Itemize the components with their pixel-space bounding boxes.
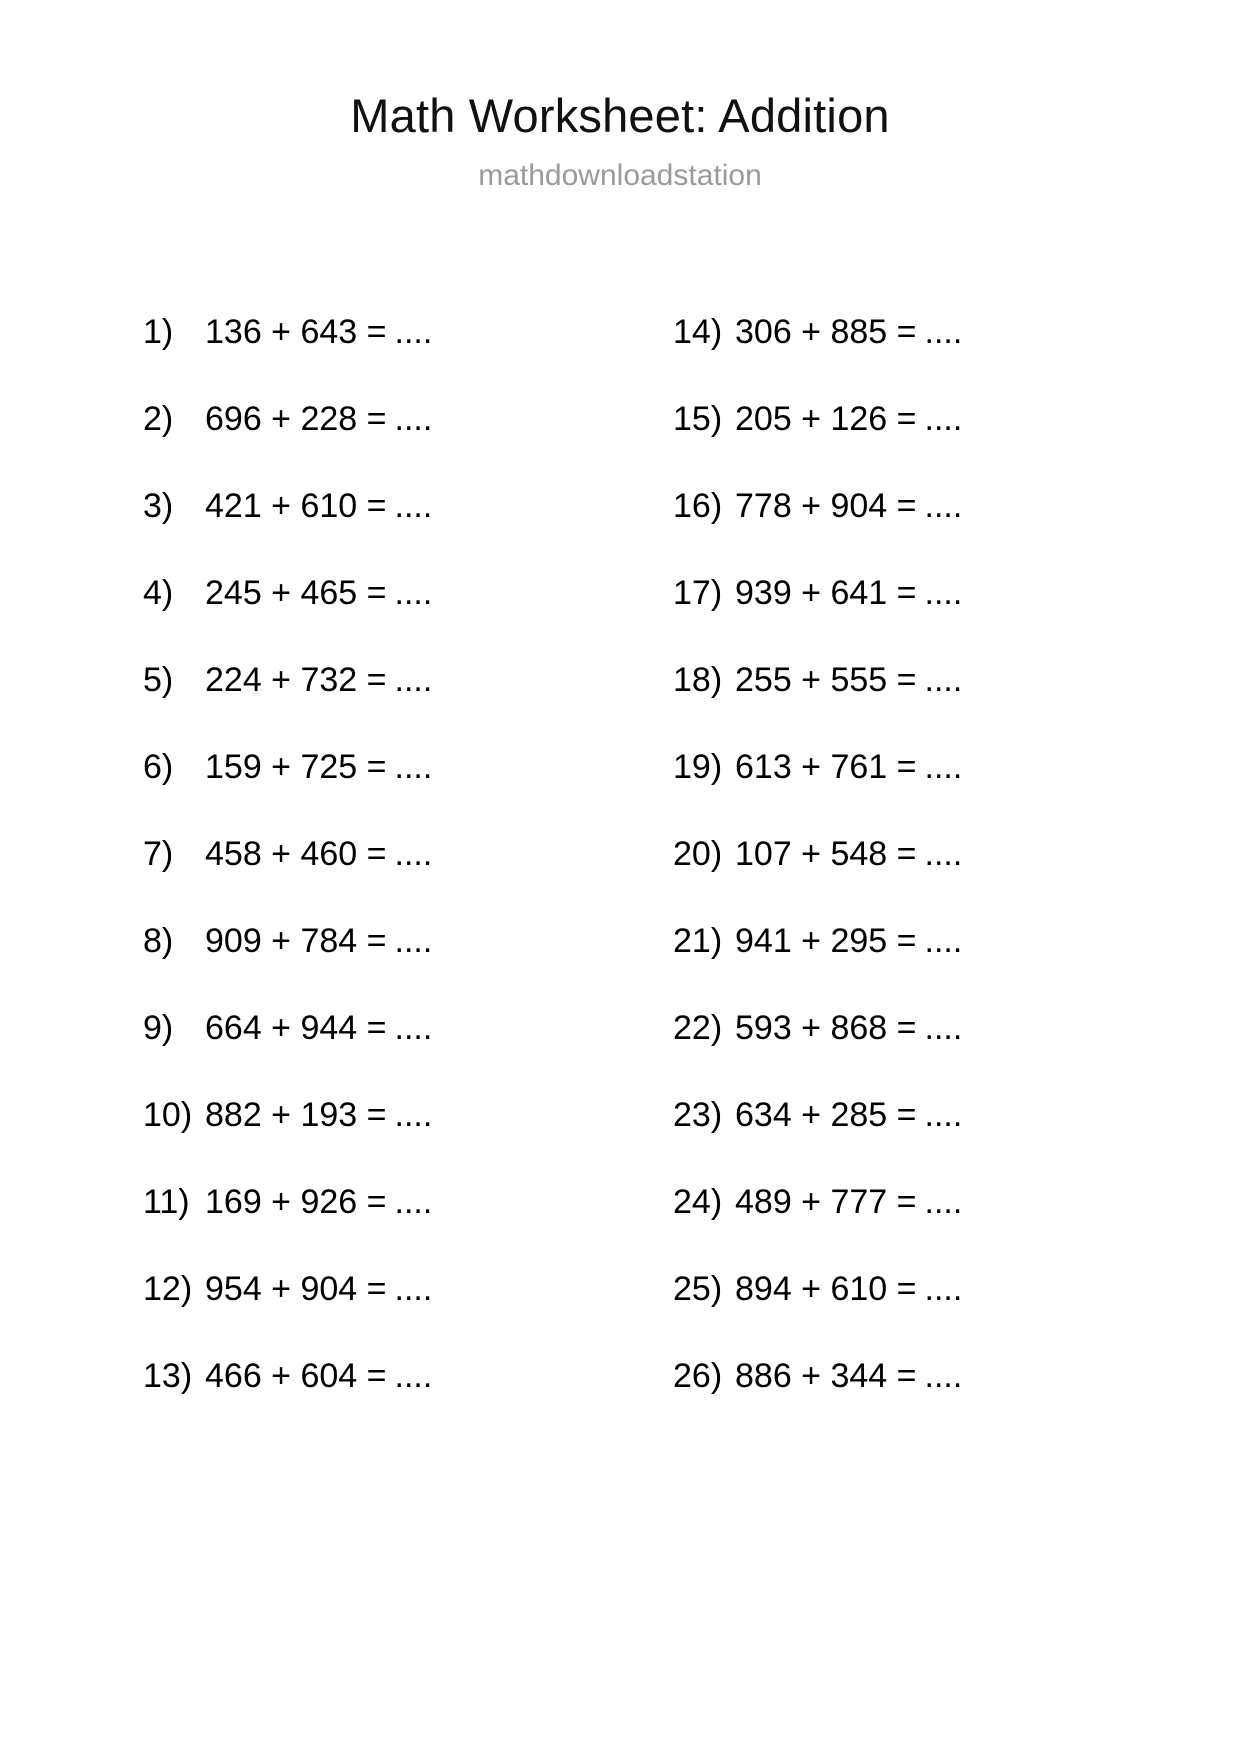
problem-number: 10): [143, 1096, 193, 1134]
problem-number: 15): [673, 400, 723, 438]
answer-blank[interactable]: ....: [924, 1009, 963, 1047]
problem-expression: 778 + 904 =: [735, 487, 917, 525]
problem-row: [655, 1159, 1115, 1246]
problem-expression: 941 + 295 =: [735, 922, 917, 960]
problem-row: [125, 1159, 625, 1246]
problem-number: 11): [143, 1183, 190, 1221]
problem-row: [125, 637, 625, 724]
page-title: Math Worksheet: Addition: [350, 89, 890, 142]
answer-blank[interactable]: ....: [924, 922, 963, 960]
problem-expression: 613 + 761 =: [735, 748, 917, 786]
problem-expression: 882 + 193 =: [205, 1096, 387, 1134]
answer-blank[interactable]: ....: [394, 661, 433, 699]
problem-number: 1): [143, 313, 174, 351]
problem-number: 24): [673, 1183, 723, 1221]
problem-expression: 466 + 604 =: [205, 1357, 387, 1395]
answer-blank[interactable]: ....: [924, 661, 963, 699]
problem-expression: 664 + 944 =: [205, 1009, 387, 1047]
problem-number: 21): [673, 922, 723, 960]
problem-number: 8): [143, 922, 174, 960]
problems-column-left: [125, 289, 625, 1420]
problem-expression: 136 + 643 =: [205, 313, 387, 351]
problem-row: [125, 1072, 625, 1159]
problem-row: [125, 463, 625, 550]
answer-blank[interactable]: ....: [924, 748, 963, 786]
problem-number: 4): [143, 574, 174, 612]
problem-number: 5): [143, 661, 174, 699]
problem-expression: 696 + 228 =: [205, 400, 387, 438]
problem-expression: 458 + 460 =: [205, 835, 387, 873]
answer-blank[interactable]: ....: [924, 574, 963, 612]
answer-blank[interactable]: ....: [924, 1096, 963, 1134]
problem-expression: 593 + 868 =: [735, 1009, 917, 1047]
problem-row: [655, 1246, 1115, 1333]
problem-row: [655, 376, 1115, 463]
problem-expression: 909 + 784 =: [205, 922, 387, 960]
problem-row: [125, 550, 625, 637]
problem-number: 19): [673, 748, 723, 786]
answer-blank[interactable]: ....: [924, 1183, 963, 1221]
problem-number: 2): [143, 400, 174, 438]
problem-row: [125, 898, 625, 985]
answer-blank[interactable]: ....: [394, 1183, 433, 1221]
problem-expression: 634 + 285 =: [735, 1096, 917, 1134]
answer-blank[interactable]: ....: [924, 400, 963, 438]
answer-blank[interactable]: ....: [394, 748, 433, 786]
answer-blank[interactable]: ....: [394, 1357, 433, 1395]
problem-expression: 205 + 126 =: [735, 400, 917, 438]
answer-blank[interactable]: ....: [924, 1270, 963, 1308]
problem-row: [655, 1072, 1115, 1159]
problem-row: [655, 724, 1115, 811]
answer-blank[interactable]: ....: [394, 487, 433, 525]
problem-number: 14): [673, 313, 723, 351]
problem-expression: 886 + 344 =: [735, 1357, 917, 1395]
problem-number: 26): [673, 1357, 723, 1395]
problem-row: [655, 1333, 1115, 1420]
problem-expression: 939 + 641 =: [735, 574, 917, 612]
problem-expression: 306 + 885 =: [735, 313, 917, 351]
problem-number: 7): [143, 835, 174, 873]
answer-blank[interactable]: ....: [394, 1270, 433, 1308]
answer-blank[interactable]: ....: [924, 1357, 963, 1395]
problem-number: 20): [673, 835, 723, 873]
problem-row: [125, 1333, 625, 1420]
problem-row: [655, 985, 1115, 1072]
problems-grid: [0, 289, 1240, 1420]
problem-row: [655, 550, 1115, 637]
problem-expression: 255 + 555 =: [735, 661, 917, 699]
problem-number: 16): [673, 487, 723, 525]
answer-blank[interactable]: ....: [394, 922, 433, 960]
answer-blank[interactable]: ....: [394, 1009, 433, 1047]
problem-number: 12): [143, 1270, 193, 1308]
problem-expression: 224 + 732 =: [205, 661, 387, 699]
problem-expression: 421 + 610 =: [205, 487, 387, 525]
problem-row: [655, 811, 1115, 898]
answer-blank[interactable]: ....: [924, 313, 963, 351]
problem-number: 3): [143, 487, 174, 525]
problem-row: [655, 637, 1115, 724]
problem-expression: 954 + 904 =: [205, 1270, 387, 1308]
problem-expression: 107 + 548 =: [735, 835, 917, 873]
problem-expression: 245 + 465 =: [205, 574, 387, 612]
problem-row: [125, 289, 625, 376]
answer-blank[interactable]: ....: [924, 835, 963, 873]
problem-row: [125, 376, 625, 463]
problem-row: [655, 463, 1115, 550]
answer-blank[interactable]: ....: [394, 835, 433, 873]
answer-blank[interactable]: ....: [394, 574, 433, 612]
problem-row: [125, 724, 625, 811]
problem-expression: 169 + 926 =: [205, 1183, 387, 1221]
problem-number: 6): [143, 748, 174, 786]
problem-number: 17): [673, 574, 723, 612]
problem-row: [125, 985, 625, 1072]
problems-column-right: [655, 289, 1115, 1420]
problem-number: 18): [673, 661, 723, 699]
problem-number: 22): [673, 1009, 723, 1047]
problem-expression: 894 + 610 =: [735, 1270, 917, 1308]
answer-blank[interactable]: ....: [924, 487, 963, 525]
problem-row: [125, 1246, 625, 1333]
answer-blank[interactable]: ....: [394, 1096, 433, 1134]
problem-row: [655, 898, 1115, 985]
problem-row: [655, 289, 1115, 376]
problem-number: 13): [143, 1357, 193, 1395]
problem-number: 25): [673, 1270, 723, 1308]
problem-number: 23): [673, 1096, 723, 1134]
problem-row: [125, 811, 625, 898]
answer-blank[interactable]: ....: [394, 400, 433, 438]
problem-expression: 159 + 725 =: [205, 748, 387, 786]
page-subtitle: mathdownloadstation: [478, 159, 762, 192]
problem-number: 9): [143, 1009, 174, 1047]
answer-blank[interactable]: ....: [394, 313, 433, 351]
problem-expression: 489 + 777 =: [735, 1183, 917, 1221]
